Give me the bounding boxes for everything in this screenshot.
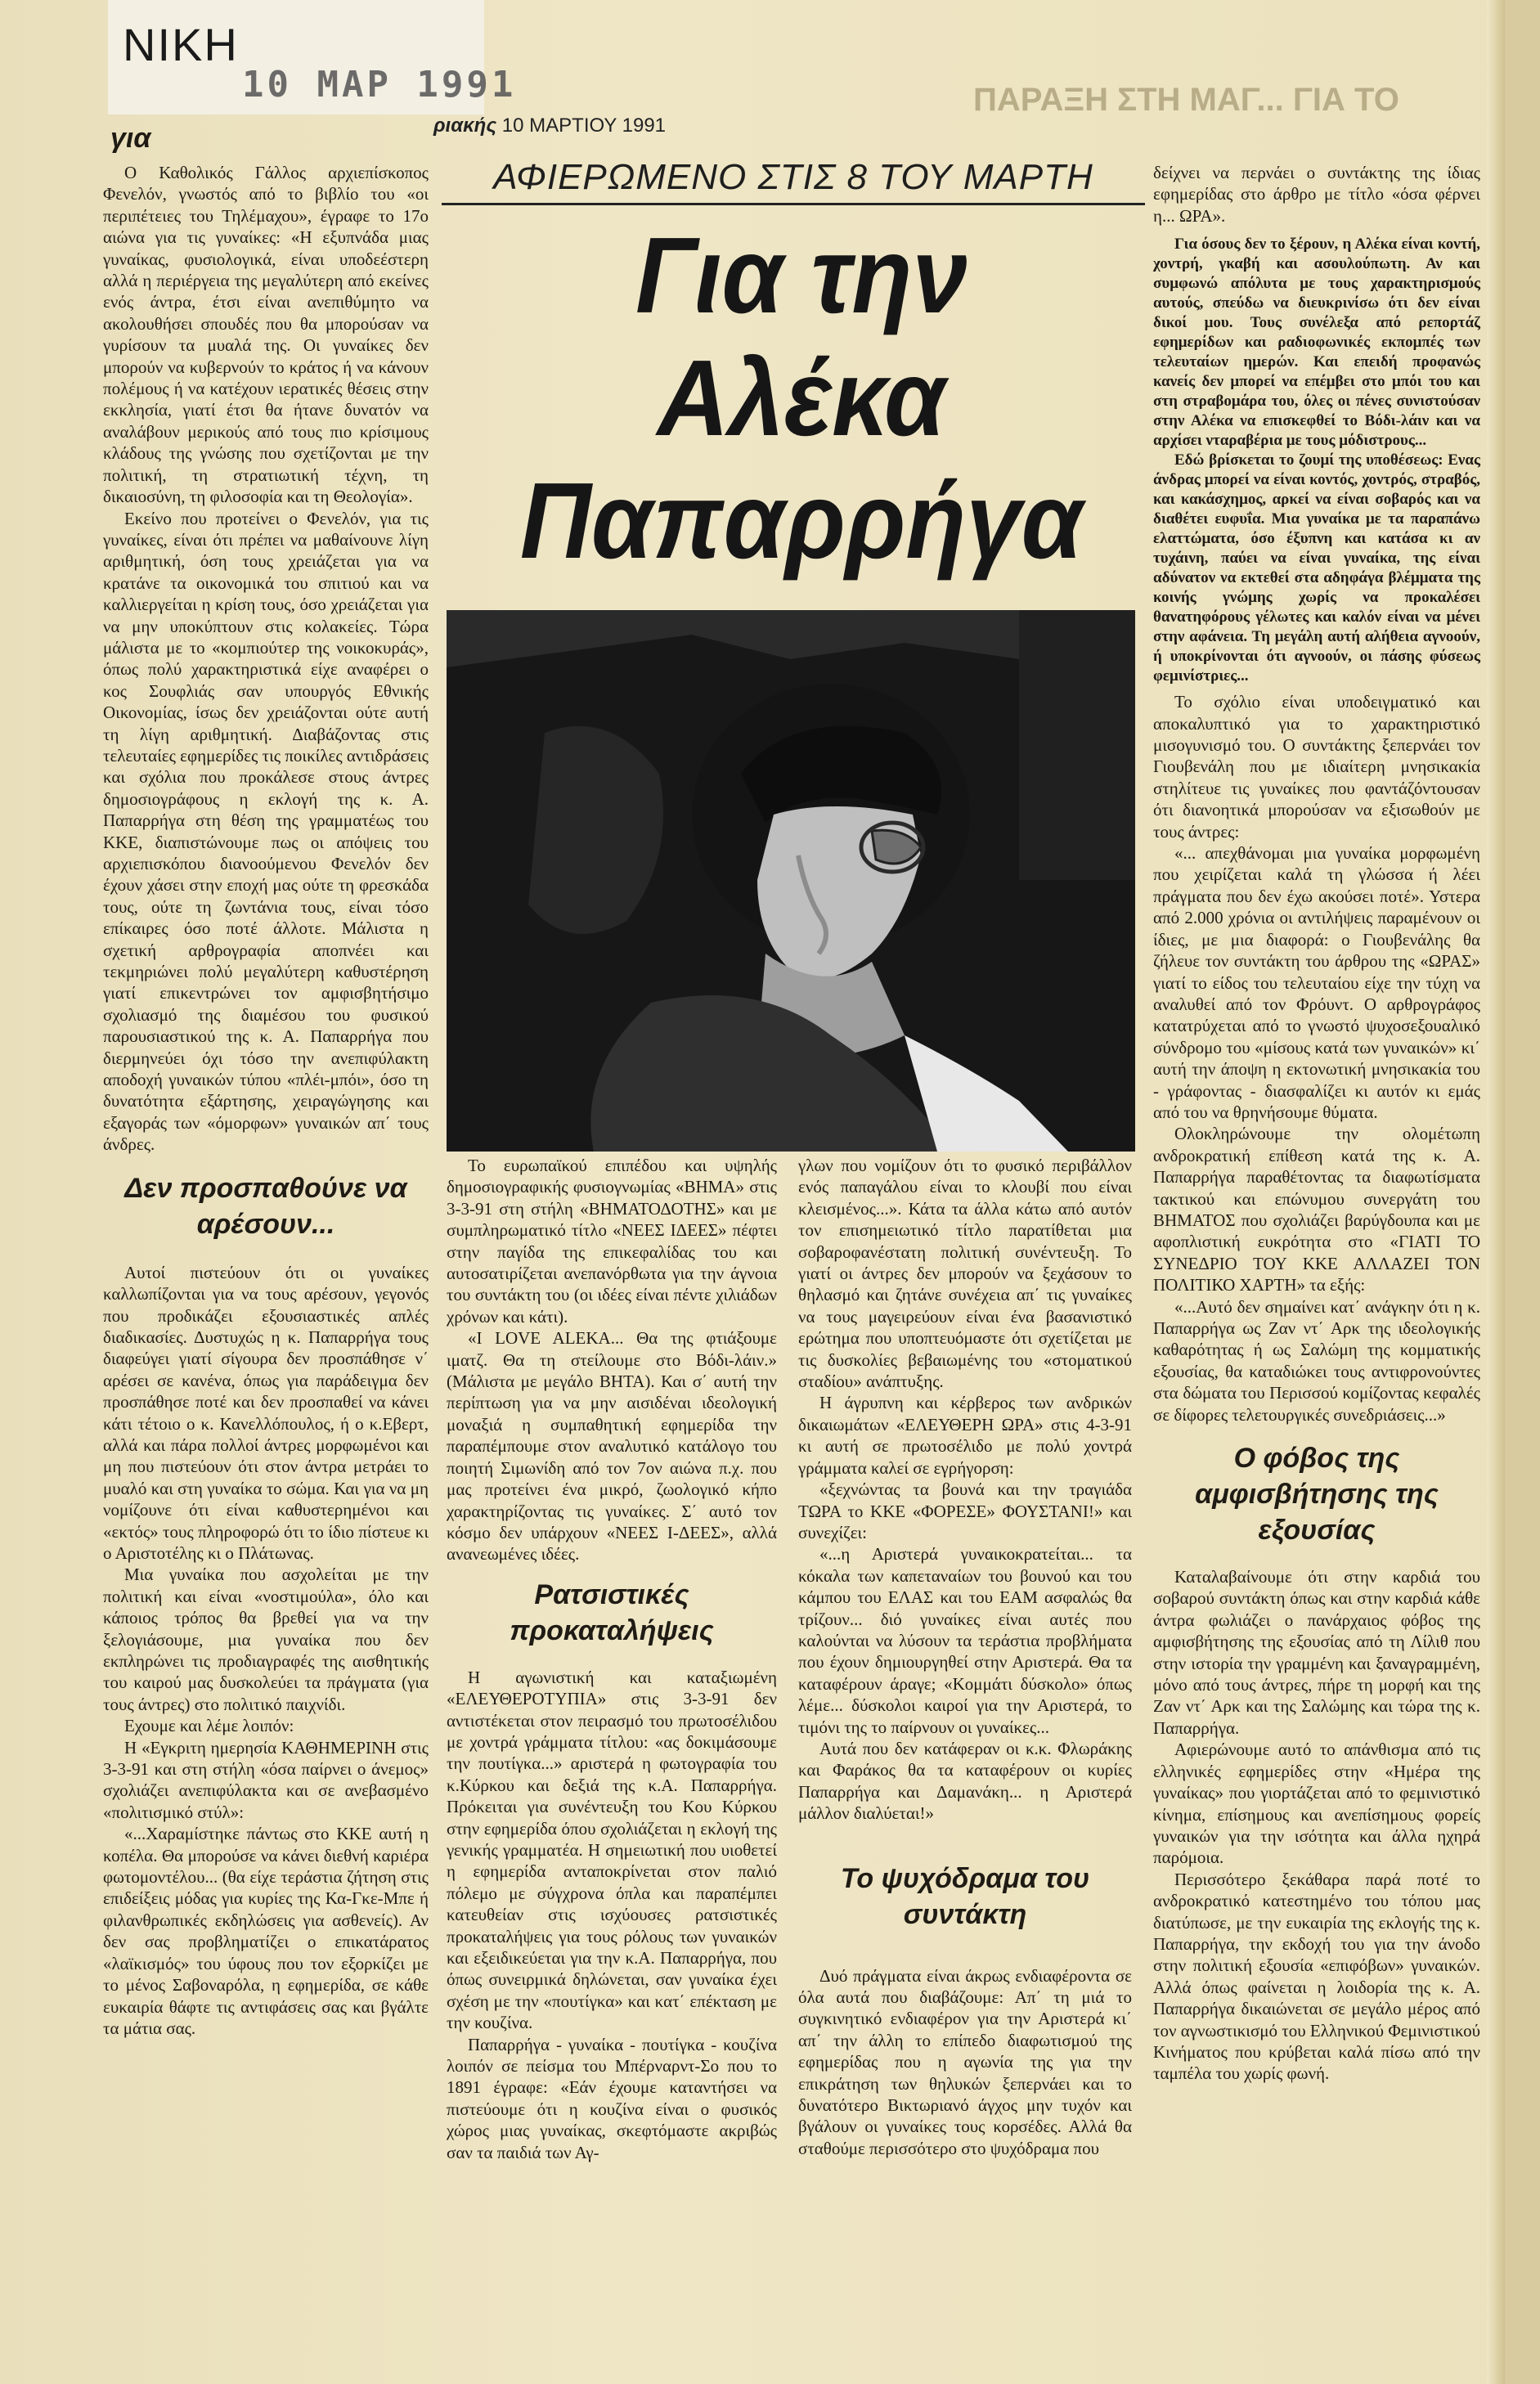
article-paragraph: Εχουμε και λέμε λοιπόν: (124, 1716, 294, 1736)
article-paragraph: Ολοκληρώνουμε την ολομέτωπη ανδροκρατική επίθεση κατά της κ. Α. Παπαρρήγα παραθέτοντας τα διαφωτίσματα τακτικού και επώνυμου συνεργάτη του ΒΗΜΑΤΟΣ που σχολιάζει βαρύγδουπα και με αφοπλιστική ευκρότητα στο «ΓΙΑΤΙ ΤΟ ΣΥΝΕΔΡΙΟ ΤΟΥ ΚΚΕ ΑΛΛΑΖΕΙ ΤΟΝ ΠΟΛΙΤΙΚΟ ΧΑΡΤΗ» τα εξής: (1153, 1124, 1480, 1295)
article-paragraph: Παπαρρήγα - γυναίκα - πουτίγκα - κουζίνα λοιπόν σε πείσμα του Μπέρναρντ-Σο που το 1891 έγραφε: «Εάν έχουμε καταντήσει να πιστεύουμε ότι η κουζίνα είναι ο φυσικός χώρος μιας γυναίκας, σκεφτόμαστε ακριβώς σαν τα παιδιά των Αγ- (447, 2034, 777, 2162)
subheading-1: Δεν προσπαθούνε να αρέσουν... (124, 1172, 407, 1240)
subheading-2: Ρατσιστικές προκαταλήψεις (510, 1578, 714, 1646)
article-paragraph: Αυτοί πιστεύουν ότι οι γυναίκες καλλωπίζονται για να τους αρέσουν, γεγονός που προδικάζει εξουσιαστικές απλές διαδικασίες. Δυστυχώς η κ. Παπαρρήγα τους διαφεύγει γιατί σίγουρα δεν προσπάθησε ν΄ αρέσει σε κανένα, όπως για παράδειγμα δεν προσπάθησε ποτέ και δεν προσπαθεί να κάνει κάτι τέτοιο ο κ. Κανελλόπουλος, ή ο κ.Εβερτ, αλλά και πάρα πολλοί άντρες μορφωμένοι και μη που πιστεύουν ότι στον άντρα μετράει το μυαλό και στη γυναίκα το σώμα. Και για να μη νομίζουνε ότι είναι καθυστερημένοι και «εκτός» τους πληροφορώ ότι το ίδιο πίστευε κι ο Αριστοτέλης κι ο Πλάτωνας. (103, 1262, 429, 1563)
subheading-4: Ο φόβος της αμφισβήτησης της εξουσίας (1195, 1443, 1439, 1547)
article-paragraph: Καταλαβαίνουμε ότι στην καρδιά του σοβαρού συντάκτη όπως και στην καρδιά κάθε άντρα φωλιάζει ο πανάρχαιος φόβος της αμφισβήτησης της εξουσίας από τη Λίλιθ που στην ιστορία την γραμμένη και ξαναγραμμένη, μόνο από τους άντρες, πήρε τη μορφή και της Ζαν ντ΄ Αρκ και της Σαλώμης και τώρα της κ. Παπαρρήγα. (1153, 1567, 1480, 1738)
headline-line-3: Παπαρρήγα (519, 460, 1084, 581)
article-paragraph: Η άγρυπνη και κέρβερος των ανδρικών δικαιωμάτων «ΕΛΕΥΘΕΡΗ ΩΡΑ» στις 4-3-91 κι αυτή σε πρωτοσέλιδο με πολύ χοντρά γράμματα καλεί σε εγρήγορση: (798, 1393, 1132, 1478)
dedication-line: ΑΦΙΕΡΩΜΕΝΟ ΣΤΙΣ 8 ΤΟΥ ΜΑΡΤΗ (493, 157, 1093, 197)
show-through-headline: ΠΑΡΑΞΗ ΣΤΗ ΜΑΓ... ΓΙΑ ΤΟ (973, 82, 1399, 118)
quoted-paragraph: Για όσους δεν το ξέρουν, η Αλέκα είναι κοντή, χοντρή, γκαβή και ασουλούπωτη. Αν και συμφωνώ απόλυτα με τους χαρακτηρισμούς αυτούς, σπεύδω να διευκρινίσω ότι δεν είναι δικοί μου. Τους συνέλεξα από ρεπορτάζ εφημερίδων και ραδιοφωνικές εκπομπές των τελευταίων ημερών. Και επειδή προφανώς κανείς δεν μπορεί να επέμβει στο μπόι του και στη στραβομάρα του, όλες οι πένες συνιστούσαν στην Αλέκα να επισκεφθεί το Βόδι-λάιν και να αρχίσει νταραβέρια με τους μόδιστρους... (1153, 236, 1480, 450)
article-paragraph: Μια γυναίκα που ασχολείται με την πολιτική και είναι «νοστιμούλα», όλο και κάποιος τρόπος θα βρεθεί για να την ξελογιάσουμε, μια γυναίκα που δεν εκπληρώνει τις προδιαγραφές της αισθητικής του καιρού μας δυσκολεύει τα πράγματα (για τους άντρες) στο πολιτικό παιχνίδι. (103, 1565, 429, 1714)
article-paragraph: «I LOVE ALEKA... Θα της φτιάξουμε ιματζ. Θα τη στείλουμε στο Βόδι-λάιν.» (Μάλιστα με μεγάλο ΒΗΤΑ). Και σ΄ αυτή την περίπτωση για να μην αισιδέναι ιδεολογική μοναξιά η συμπαθητική εφημερίδα την παραπέμπουμε στον αναλυτικό κατάλογο του ποιητή Σιμωνίδη από τον 7ον αιώνα π.χ. που μας προτείνει ένα μικρό, ζωολογικό κήπο χαρακτηρίζοντας τις γυναίκες. Σ΄ αυτό τον κόσμο δεν υπάρχουν «ΝΕΕΣ Ι-ΔΕΕΣ», αλλά ανανεωμένες ιδέες. (447, 1328, 777, 1565)
headline-line-2: Αλέκα (657, 338, 946, 458)
article-paragraph: Περισσότερο ξεκάθαρα παρά ποτέ το ανδροκρατικό κατεστημένο του τόπου μας διατύπωσε, με την ευκαιρία της εκλογής της κ. Παπαρρήγα, την εκδοχή του για την άνοδο στην πολιτική εξουσία «επιφόβων» γυναικών. Αλλά όπως φαίνεται η λοιδορία της κ. Α. Παπαρρήγα δικαιώνεται σε μεγάλο μέρος από τον αγνωστικισμό του Ελληνικού Φεμινιστικού Κινήματος που κρύβεται καλά πίσω από την ταμπέλα του χωρίς φωνή. (1153, 1869, 1480, 2084)
article-paragraph: Αφιερώνουμε αυτό το απάνθισμα από τις ελληνικές εφημερίδες στην «Ημέρα της γυναίκας» που γιορτάζεται από το φεμινιστικό κίνημα, επίσημους και ανεπίσημους φορείς γυναικών για την ισότητα και άλλα ηχηρά παρόμοια. (1153, 1740, 1480, 1868)
page-fold-shadow (1487, 0, 1505, 2384)
headline (482, 214, 1121, 582)
article-paragraph: Το ευρωπαϊκού επιπέδου και υψηλής δημοσιογραφικής φυσιογνωμίας «ΒΗΜΑ» στις 3-3-91 στη στήλη «ΒΗΜΑΤΟΔΟΤΗΣ» και με συμπληρωματικό τίτλο «ΝΕΕΣ ΙΔΕΕΣ» πέφτει στην παγίδα της επικεφαλίδας του και αυτοσατιρίζεται ανεπανόρθωτα για την άγνοια του συντάκτη του (οι ιδέες είναι πέντε χιλιάδων χρόνων και κάτι). (447, 1156, 777, 1327)
article-paragraph: δείχνει να περνάει ο συντάκτης της ίδιας εφημερίδας στο άρθρο με τίτλο «όσα φέρνει η... ΩΡΑ». (1153, 163, 1480, 226)
quoted-paragraph: Εδώ βρίσκεται το ζουμί της υποθέσεως: Ενας άνδρας μπορεί να είναι κοντός, χοντρός, στραβός, και κακάσχημος, αρκεί να είναι σοβαρός και να διαθέτει ευφυΐα. Μια γυναίκα με τα παραπάνω ελαττώματα, όσο έξυπνη και κατάσα κι αν τυχάινη, παύει να είναι γυναίκα, της είναι αδύνατον να εκτεθεί στα αδηφάγα βλέμματα της κοινής γνώμης χωρίς να προκαλέσει θανατηφόρους γέλωτες και καλόν είναι να μένει στην αφάνεια. Τη μεγάλη αυτή αλήθεια αγνοούν, ή υποκρίνονται ότι αγνοούν, οι πάσης φύσεως φεμινίστριες... (1153, 451, 1480, 685)
issue-date: 10 ΜΑΡΤΙΟΥ 1991 (501, 114, 667, 137)
headline-line-1: Για την (635, 215, 968, 335)
portrait-photo-image (447, 610, 1135, 1152)
article-paragraph: «... απεχθάνομαι μια γυναίκα μορφωμένη που χειρίζεται καλά τη γλώσσα ή λέει πράγματα που δεν έχω ακούσει ποτέ». Υστερα από 2.000 χρόνια οι αντιλήψεις παραμένουν οι ίδιες, με μια διαφορά: ο Γιουβενάλης θα ζήλευε τον συντάκτη του άρθρου της «ΩΡΑΣ» γιατί το είδος του τελευταίου είχε την τύχη να αναλυθεί από τον Φρόυντ. Ο αρθρογράφος κατατρύχεται από το γνωστό ψυχοσεξουαλικό σύνδρομο του «μίσους κατά των γυναικών» κι΄ αυτή την άποψη η εκτονωτική μνησικακία του - γράφοντας - διασφαλίζει κι αυτόν κι εμάς από του να θρηνήσουμε θύματα. (1153, 843, 1480, 1122)
page-edge (1505, 0, 1540, 2384)
dateline (433, 114, 666, 137)
section-name: ριακής (433, 114, 497, 137)
article-paragraph: Η αγωνιστική και καταξιωμένη «ΕΛΕΥΘΕΡΟΤΥΠΙΑ» στις 3-3-91 δεν αντιστέκεται στον πειρασμό του πρωτοσέλιδου με χοντρά γράμματα τίτλου: «ας δοκιμάσουμε την πουτίγκα...» αριστερά η φωτογραφία του κ.Κύρκου και δεξιά της κ.Α. Παπαρρήγα. Πρόκειται για συνέντευξη του Κου Κύρκου στην εφημερίδα όπου σχολιάζεται η εκλογή της γενικής γραμματέα. Η σημειωτική που υιοθετεί η εφημερίδα ανταποκρίνεται στον παλιό πόλεμο με σύγχρονα όπλα και παραπέμπει κατευθείαν στις ισχύουσες ρατσιστικές προκαταλήψεις για τους ρόλους των γυναικών και εξειδικεύεται για την κ.Α. Παπαρρήγα, που όπως συνειρμικά δηλώνεται, σαν γυναίκα έχει σχέση με την «πουτίγκα» και κατ΄ επέκταση με την κουζίνα. (447, 1667, 777, 2033)
article-paragraph: «...η Αριστερά γυναικοκρατείται... τα κόκαλα των καπεταναίων του βουνού και του κάμπου του ΕΛΑΣ και του ΕΑΜ ασφαλώς θα τρίζουν... διό γυναίκες είναι αυτές που καλούνται να λύσουν τα τεράστια προβλήματα που έχουν δημιουργηθεί στην Αριστερά. Θα τα καταφέρουν άραγε; «Κομμάτι δύσκολο» όπως λέμε... δύσκολοι καιροί για την Αριστερά, το τιμόνι της το παίρνουν οι γυναίκες... (798, 1544, 1132, 1737)
newspaper-name: ΝΙΚΗ (123, 19, 239, 70)
article-paragraph: Το σχόλιο είναι υποδειγματικό και αποκαλυπτικό για το χαρακτηριστικό μισογυνισμό του. Ο συντάκτης ξεπερνάει τον Γιουβενάλη που με ιδιαίτερη μνησικακία στηλίτευε τις γυναίκες που φαντάζόντουσαν ότι διανοητικά μπορούσαν να εξισωθούν με τους άντρες: (1153, 692, 1480, 842)
article-paragraph: «...Αυτό δεν σημαίνει κατ΄ ανάγκην ότι η κ. Παπαρρήγα ως Ζαν ντ΄ Αρκ της ιδεολογικής καθαρότητας ή ως Σαλώμη της κομματικής εξουσίας, θα καταδιώκει τους αντιφρονούντες στα δώματα του Περισσού κομίζοντας κεφαλές σε δίφορες τελετουργικές συνεδριάσεις...» (1153, 1296, 1480, 1425)
article-paragraph: Δυό πράγματα είναι άκρως ενδιαφέροντα σε όλα αυτά που διαβάζουμε: Απ΄ τη μιά το συγκινητικό ενδιαφέρον για την Αριστερά κι΄ απ΄ την άλλη το επίπεδο διαφωτισμού της εφημερίδας που η αγωνία της για την επικράτηση των θηλυκών ξεπερνάει και το δυνατότερο Βικτωριανό άγχος μην τυχόν και βγάλουν οι γυναίκες τους κορσέδες. Αλλά θα σταθούμε περισσότερο στο ψυχόδραμα που (798, 1965, 1132, 2158)
article-paragraph: Αυτά που δεν κατάφεραν οι κ.κ. Φλωράκης και Φαράκος θα τα καταφέρουν οι κυρίες Παπαρρήγα και Δαμανάκη... η Αριστερά μάλλον διαλύεται!» (798, 1738, 1132, 1824)
portrait-photo (447, 610, 1135, 1152)
date-stamp: 10 ΜΑΡ 1991 (242, 64, 517, 106)
column-4 (1153, 162, 1480, 2085)
article-paragraph: Ο Καθολικός Γάλλος αρχιεπίσκοπος Φενελόν, γνωστός από το βιβλίο του «οι περιπέτειες του Τηλέμαχου», έγραφε το 17ο αιώνα για τις γυναίκες: «Η εξυπνάδα μιας γυναίκας, φυσιολογικά, είναι υποδεέστερη αλλά η περιέργεια της μεγαλύτερη από εκείνες ενός άντρα, έτσι είναι ανεπιθύμητο να ακολουθήσει σπουδές που θα μπορούσαν να γυρίσουν τα μυαλά της. Οι γυναίκες δεν μπορούν να κυβερνούν το κράτος ή να κάνουν πολέμους ή να κατέχουν ιερατικές θέσεις στην εκκλησία, γιατί έτσι θα ήτανε δυνατόν να αναλάβουν μερικούς από τους πιο κρίσιμους κλάδους της γνώσης που σχετίζονται με την πολιτική, τη στρατιωτική τέχνη, τη δικαιοσύνη, τη φιλοσοφία και τη Θεολογία». (103, 163, 429, 507)
article-paragraph: Εκείνο που προτείνει ο Φενελόν, για τις γυναίκες, είναι ότι πρέπει να μαθαίνουνε λίγη αριθμητική, όση τους χρειάζεται για να κρατάνε τα οικονομικά του σπιτιού και να καλλιεργείται η κρίση τους, όσο χρειάζεται για να μην υποκύπτουν στις κολακείες. Τώρα μάλιστα με το «κομπιούτερ της νοικοκυράς», όπως πολύ χαρακτηριστικά είχε αναφέρει ο κος Σουφλιάς σαν υπουργός Εθνικής Οικονομίας, ίσως δεν χρειάζονται ούτε αυτή τη λίγη αριθμητική. Διαβάζοντας στις τελευταίες εφημερίδες τις ποικίλες αντιδράσεις και σχόλια που προκάλεσε στους άντρες δημοσιογράφους η εκλογή της κ. Α. Παπαρρήγα στη θέση της γραμματέως του ΚΚΕ, διαπιστώνουμε πως οι απόψεις του αρχιεπισκόπου διανοούμενου Φενελόν δεν έχουν χάσει στην εποχή μας ούτε τη φρεσκάδα τους, ούτε τη ζωντάνια τους, είναι τόσο επίκαιρες όσο ποτέ άλλοτε. Μάλιστα η σχετική αρθρογραφία αποπνέει και τεκμηριώνει πολύ μεγαλύτερη καθυστέρηση γιατί επικεντρώνει τον αμφισβητήσιμο σχολιασμό της διαμέσου του φυσικού παρουσιαστικού της κ. Α. Παπαρρήγα που διερμηνεύει όχι τόσο την ανεπιφύλακτη αποδοχή γυναικών τύπου «πλέι-μπόι», όσο τη δυνατότητα εξάρτησης, χειραγώγησης και εξαγοράς των «όμορφων» γυναικών απ΄ τους άνδρες. (103, 508, 429, 1155)
left-kicker: για (110, 123, 151, 154)
column-1 (103, 162, 429, 2039)
column-2 (447, 1155, 777, 2163)
article-paragraph: Η «Εγκριτη ημερησία ΚΑΘΗΜΕΡΙΝΗ στις 3-3-91 και στη στήλη «όσα παίρνει ο άνεμος» σχολιάζει ανεπιφύλακτα και σε ανεβασμένο «πολιτισμικό στύλ»: (103, 1737, 429, 1822)
article-paragraph: «...Χαραμίστηκε πάντως στο ΚΚΕ αυτή η κοπέλα. Θα μπορούσε να κάνει διεθνή καριέρα φωτομοντέλου... (θα είχε τεράστια ζήτηση στις επιδείξεις μόδας για κυρίες της Κα-Γκε-Μπε ή φιλανθρωπικές εκδηλώσεις για ασθενείς). Αν δεν σας προβληματίζει ο επικατάρατος «λαϊκισμός» του ύφους που τον εξορκίζει με το μένος Σαβοναρόλα, η εφημερίδα, σε κάθε ευκαιρία θάφτε τις αντιφάσεις σας και βγάλτε τα μάτια σας. (103, 1824, 429, 2038)
subheading-3: Το ψυχόδραμα του συντάκτη (840, 1862, 1090, 1930)
column-3 (798, 1155, 1132, 2159)
article-paragraph: γλων που νομίζουν ότι το φυσικό περιβάλλον ενός παπαγάλου είναι το κλουβί που είναι κλεισμένος...». Κάτα τα άλλα κάτω από αυτόν τον επισημειωτικό τίτλο παρατίθεται μια σοβαροφανέστατη πολιτική συνέντευξη. Το γιατί οι άντρες δεν μπορούν να ξεχάσουν το θηλασμό και ζητάνε συνέχεια απ΄ τις γυναίκες να τους μαγειρεύουν είναι ένα βασανιστικό ερώτημα που υποπτευόμαστε ότι σχετίζεται με τις δυσκολίες βεβαιωμένης του «στοματικού σταδίου» ανάπτυξης. (798, 1156, 1132, 1392)
dedication-rule (442, 203, 1145, 205)
article-paragraph: «ξεχνώντας τα βουνά και την τραγιάδα ΤΩΡΑ το ΚΚΕ «ΦΟΡΕΣΕ» ΦΟΥΣΤΑΝΙ!» και συνεχίζει: (798, 1479, 1132, 1542)
